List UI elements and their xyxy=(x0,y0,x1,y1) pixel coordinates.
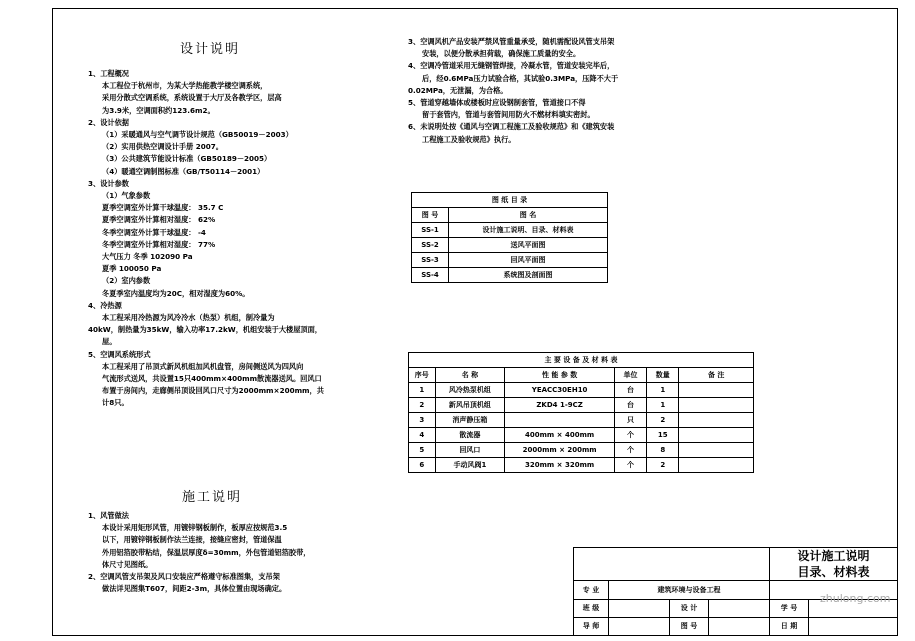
equipment-header: 单位 xyxy=(614,368,646,383)
drawing-name: 送风平面图 xyxy=(449,238,608,253)
label-advisor: 导 师 xyxy=(574,617,609,635)
text-line: （1）气象参数 xyxy=(102,191,151,201)
table-row xyxy=(412,238,608,253)
text-line: 0.02MPa，无泄漏，为合格。 xyxy=(408,85,508,95)
text-line: 工程施工及验收规范》执行。 xyxy=(422,134,516,144)
label-student-no: 学 号 xyxy=(770,599,809,617)
text-line: 冬季空调室外计算干球温度： -4 xyxy=(102,227,206,237)
drawing-name: 系统图及剖面图 xyxy=(449,268,608,283)
text-line: 体尺寸见图纸。 xyxy=(102,559,153,569)
construction-notes-body xyxy=(88,510,310,595)
text-line: 本设计采用矩形风管，用镀锌钢板制作，板厚应按规范3.5 xyxy=(102,523,288,533)
text-line: 5、空调风系统形式 xyxy=(88,349,151,359)
table-row xyxy=(412,223,608,238)
text-line: 气流形式送风，共设置15只400mm×400mm散流器送风。回风口 xyxy=(102,374,322,384)
text-line: 5、管道穿越墙体或楼板时应设钢制套管，管道接口不得 xyxy=(408,98,586,108)
text-line: （2）室内参数 xyxy=(102,276,151,286)
equipment-header: 性 能 参 数 xyxy=(505,368,615,383)
text-line: 4、空调冷管道采用无缝钢管焊接，冷凝水管，管道安装完毕后， xyxy=(408,61,615,71)
table-row xyxy=(412,268,608,283)
text-line: 2、设计依据 xyxy=(88,117,129,127)
text-line: 2、空调风管支吊架及风口安装应严格遵守标准图集，支吊架 xyxy=(88,572,280,582)
label-date: 日 期 xyxy=(770,617,809,635)
text-line: 夏季空调室外计算相对湿度： 62% xyxy=(102,215,216,225)
text-line: 40kW，制热量为35kW，输入功率17.2kW，机组安装于大楼屋顶面， xyxy=(88,325,322,335)
drawing-name-cell xyxy=(770,548,898,581)
text-line: （4）暖通空调制图标准（GB/T50114－2001） xyxy=(102,166,265,176)
text-line: 本工程位于杭州市，为某大学热能教学楼空调系统， xyxy=(102,81,268,91)
drawing-name: 设计施工说明、目录、材料表 xyxy=(449,223,608,238)
equipment-spec: ZKD4 1-9CZ xyxy=(505,398,615,413)
equipment-header: 序号 xyxy=(409,368,436,383)
text-line: 夏季空调室外计算干球温度： 35.7 C xyxy=(102,203,224,213)
unit: 台 xyxy=(614,383,646,398)
right-notes-body xyxy=(408,36,618,146)
unit: 台 xyxy=(614,398,646,413)
text-line: 1、工程概况 xyxy=(88,69,129,78)
major-value: 建筑环境与设备工程 xyxy=(609,581,770,599)
drawing-index-title: 图 纸 目 录 xyxy=(412,193,608,208)
row-number: 3 xyxy=(409,413,436,428)
text-line: 为3.9米，空调面积约123.6m2。 xyxy=(102,105,215,115)
drawing-number: SS-1 xyxy=(412,223,449,238)
text-line: 本工程采用冷热源为风冷冷水（热泵）机组，制冷量为 xyxy=(102,313,275,323)
remark xyxy=(679,428,754,443)
text-line: 留于套管内，管道与套管间用防火不燃材料填实密封。 xyxy=(422,110,595,120)
unit: 个 xyxy=(614,443,646,458)
text-line: 做法详见图集T607，间距2-3m，具体位置由现场确定。 xyxy=(102,584,287,594)
quantity: 2 xyxy=(647,413,679,428)
table-row xyxy=(409,413,754,428)
row-number: 6 xyxy=(409,458,436,473)
equipment-table xyxy=(408,352,754,473)
table-row xyxy=(409,428,754,443)
drawing-name-line-2: 目录、材料表 xyxy=(797,565,870,580)
table-row xyxy=(409,398,754,413)
equipment-spec: 400mm × 400mm xyxy=(505,428,615,443)
design-notes-body xyxy=(88,68,324,410)
drawing-index-table xyxy=(411,192,608,283)
row-number: 1 xyxy=(409,383,436,398)
remark xyxy=(679,458,754,473)
text-line: （2）实用供热空调设计手册 2007。 xyxy=(102,142,223,152)
table-row xyxy=(409,443,754,458)
text-line: 4、冷热源 xyxy=(88,300,122,310)
text-line: 外用铝箔胶带粘结，保温层厚度δ=30mm，外包管道铝箔胶带， xyxy=(102,547,311,557)
text-line: 6、未说明处按《通风与空调工程施工及验收规范》和《建筑安装 xyxy=(408,122,615,132)
construction-notes-title: 施工说明 xyxy=(182,490,243,505)
table-row xyxy=(409,383,754,398)
equipment-table-title: 主 要 设 备 及 材 料 表 xyxy=(409,353,754,368)
remark xyxy=(679,383,754,398)
quantity: 2 xyxy=(647,458,679,473)
remark xyxy=(679,443,754,458)
text-line: 屋。 xyxy=(102,337,117,347)
row-number: 4 xyxy=(409,428,436,443)
text-line: 3、空调风机产品安装严禁风管重量承受，随机需配设风管支吊架 xyxy=(408,37,615,46)
equipment-name: 新风吊顶机组 xyxy=(435,398,505,413)
drawing-index-header: 图 号 xyxy=(412,208,449,223)
remark xyxy=(679,398,754,413)
text-line: 采用分散式空调系统，系统设置于大厅及各教学区，层高 xyxy=(102,93,282,103)
table-row xyxy=(409,458,754,473)
text-line: 安装，以便分散承担荷载，确保施工质量的安全。 xyxy=(422,49,581,59)
equipment-name: 手动风阀1 xyxy=(435,458,505,473)
label-class: 班 级 xyxy=(574,599,609,617)
text-line: 冬季空调室外计算相对湿度： 77% xyxy=(102,239,216,249)
equipment-spec: YEACC30EH10 xyxy=(505,383,615,398)
equipment-header: 名 称 xyxy=(435,368,505,383)
drawing-name: 回风平面图 xyxy=(449,253,608,268)
text-line: 冬夏季室内温度均为20C，相对湿度为60%。 xyxy=(102,288,250,298)
equipment-header: 数量 xyxy=(647,368,679,383)
watermark: zhulong.com xyxy=(820,592,891,605)
text-line: 计8只。 xyxy=(102,398,129,408)
unit: 只 xyxy=(614,413,646,428)
drawing-index-header: 图 名 xyxy=(449,208,608,223)
text-line: 以下，用镀锌钢板制作法兰连接，接缝应密封，管道保温 xyxy=(102,535,282,545)
equipment-name: 消声静压箱 xyxy=(435,413,505,428)
text-line: 夏季 100050 Pa xyxy=(102,264,162,274)
design-notes-title: 设计说明 xyxy=(180,42,241,57)
quantity: 15 xyxy=(647,428,679,443)
text-line: 布置于房间内，走廊侧吊顶设回风口尺寸为2000mm×200mm，共 xyxy=(102,386,324,396)
unit: 个 xyxy=(614,428,646,443)
label-major: 专 业 xyxy=(574,581,609,599)
drawing-number: SS-4 xyxy=(412,268,449,283)
unit: 个 xyxy=(614,458,646,473)
equipment-spec: 2000mm × 200mm xyxy=(505,443,615,458)
quantity: 1 xyxy=(647,398,679,413)
text-line: （3）公共建筑节能设计标准（GB50189－2005） xyxy=(102,154,272,164)
equipment-spec xyxy=(505,413,615,428)
text-line: （1）采暖通风与空气调节设计规范（GB50019－2003） xyxy=(102,130,293,140)
equipment-spec: 320mm × 320mm xyxy=(505,458,615,473)
text-line: 后，经0.6MPa压力试验合格，其试验0.3MPa，压降不大于 xyxy=(422,73,619,83)
text-line: 1、风管做法 xyxy=(88,511,129,520)
row-number: 5 xyxy=(409,443,436,458)
drawing-number: SS-2 xyxy=(412,238,449,253)
text-line: 本工程采用了吊顶式新风机组加风机盘管，房间侧送风为四风向 xyxy=(102,361,304,371)
equipment-name: 散流器 xyxy=(435,428,505,443)
table-row xyxy=(412,253,608,268)
row-number: 2 xyxy=(409,398,436,413)
remark xyxy=(679,413,754,428)
quantity: 8 xyxy=(647,443,679,458)
equipment-name: 风冷热泵机组 xyxy=(435,383,505,398)
equipment-name: 回风口 xyxy=(435,443,505,458)
text-line: 3、设计参数 xyxy=(88,178,129,188)
drawing-number: SS-3 xyxy=(412,253,449,268)
label-drawing-no: 图 号 xyxy=(670,617,709,635)
text-line: 大气压力 冬季 102090 Pa xyxy=(102,252,193,262)
equipment-header: 备 注 xyxy=(679,368,754,383)
quantity: 1 xyxy=(647,383,679,398)
label-design: 设 计 xyxy=(670,599,709,617)
drawing-name-line-1: 设计施工说明 xyxy=(797,549,870,564)
